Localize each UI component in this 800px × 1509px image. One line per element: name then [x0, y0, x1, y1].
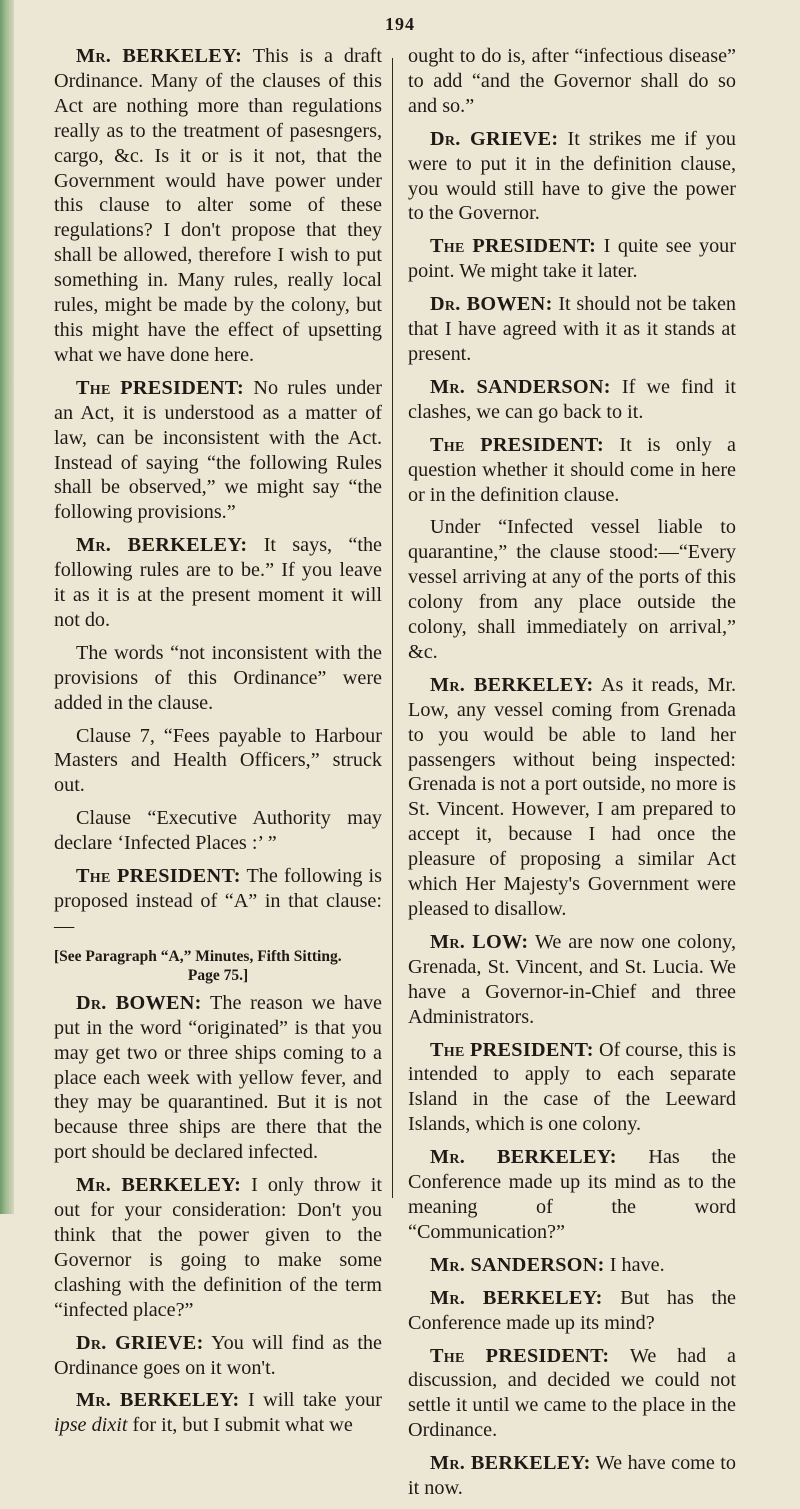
- speaker: Dr. BOWEN:: [430, 293, 553, 316]
- speech: We had a discussion, and decided we could not settle it until we came to the place in the Ordinance.: [408, 1344, 736, 1442]
- paragraph: [54, 724, 382, 799]
- paragraph: [408, 930, 736, 1030]
- paragraph: [54, 991, 382, 1165]
- page-binding-edge: [0, 0, 14, 1214]
- speech: No rules under an Act, it is understood as a matter of law, can be inconsistent with the Act. Instead of saying “the following Rules shall be observed,” we might say “the following provisions.”: [54, 376, 382, 524]
- speech: You will find as the Ordinance goes on it won't.: [54, 1331, 382, 1379]
- speaker: The PRESIDENT:: [430, 433, 604, 456]
- speech: The following is proposed instead of “A” in that clause:—: [54, 865, 382, 937]
- speech: Clause 7, “Fees payable to Harbour Masters and Health Officers,” struck out.: [54, 724, 382, 797]
- speech: I quite see your point. We might take it later.: [408, 235, 736, 283]
- page-number: 194: [385, 14, 415, 34]
- speech: This is a draft Ordinance. Many of the clauses of this Act are nothing more than regulations really as to the treatment of pasesngers, cargo, &c. Is it or is it not, that the Government would have power under this clause to alter some of these regulations? I don't propose that they shall be allowed, therefore I wish to put something in. Many rules, really local rules, might be made by the colony, but this might have the effect of upsetting what we have done here.: [54, 45, 382, 366]
- column-divider: [392, 58, 393, 1198]
- paragraph: [408, 433, 736, 508]
- speaker: Dr. GRIEVE:: [76, 1331, 204, 1354]
- speech: Clause “Executive Authority may declare ‘Infected Places :’ ”: [54, 807, 382, 855]
- speech: We are now one colony, Grenada, St. Vincent, and St. Lucia. We have a Governor-in-Chief and three Administrators.: [408, 930, 736, 1028]
- paragraph: [54, 1388, 382, 1438]
- speech: ought to do is, after “infectious disease” to add “and the Governor shall do so and so.”: [408, 45, 736, 117]
- editorial-note: [54, 947, 382, 985]
- paragraph: [54, 1173, 382, 1322]
- speaker: Mr. SANDERSON:: [430, 1253, 605, 1276]
- speaker: Mr. BERKELEY:: [76, 45, 243, 67]
- speaker: Mr. LOW:: [430, 930, 529, 953]
- speech: But has the Conference made up its mind?: [408, 1286, 736, 1334]
- paragraph: [408, 1451, 736, 1501]
- speaker: The PRESIDENT:: [430, 1038, 594, 1061]
- speaker: Mr. BERKELEY:: [430, 1452, 591, 1475]
- paragraph: [54, 1331, 382, 1381]
- speech: As it reads, Mr. Low, any vessel coming from Grenada to you would be able to land her passengers without being inspected: Grenada is not a port outside, no more is St. Vincent. However, I am prepared to accept it, because I had once the pleasure of proposing a similar Act which Her Majesty's Government were pleased to disallow.: [408, 673, 736, 920]
- speech: Has the Conference made up its mind as to the meaning of the word “Communication?”: [408, 1146, 737, 1243]
- paragraph: [408, 234, 736, 284]
- paragraph: [408, 375, 736, 425]
- note-line: Page 75.]: [187, 966, 249, 984]
- note-line: [See Paragraph “A,” Minutes, Fifth Sitting.: [54, 947, 342, 965]
- speech: If we find it clashes, we can go back to it.: [408, 375, 736, 423]
- speaker: The PRESIDENT:: [430, 1344, 610, 1367]
- paragraph: [408, 1253, 736, 1278]
- speech: The reason we have put in the word “originated” is that you may get two or three ships coming to a place each week with yellow fever, and they may be quarantined. But it is not because three ships are there that the port should be declared infected.: [54, 991, 383, 1164]
- paragraph: [54, 533, 382, 633]
- speaker: Mr. BERKELEY:: [76, 1389, 240, 1412]
- speech: It strikes me if you were to put it in the definition clause, you would still have to give the power to the Governor.: [408, 127, 736, 225]
- paragraph: [54, 864, 382, 939]
- paragraph: [408, 127, 736, 227]
- left-column: [54, 44, 382, 1446]
- speaker: Mr. BERKELEY:: [76, 1174, 242, 1197]
- speech: It should not be taken that I have agreed with it as it stands at present.: [408, 293, 736, 365]
- paragraph: [54, 376, 382, 525]
- speech: Under “Infected vessel liable to quarantine,” the clause stood:—“Every vessel arriving at any of the ports of this colony from any place outside the colony, shall immediately on arrival,” &c.: [408, 516, 736, 663]
- paragraph: [408, 1145, 736, 1245]
- speaker: The PRESIDENT:: [430, 235, 597, 258]
- paragraph: [408, 292, 736, 367]
- speaker: The PRESIDENT:: [76, 865, 241, 888]
- speech: The words “not inconsistent with the provisions of this Ordinance” were added in the clause.: [54, 641, 382, 714]
- speech: We have come to it now.: [408, 1452, 736, 1500]
- speech: I will take your: [248, 1389, 382, 1412]
- speaker: Mr. BERKELEY:: [430, 673, 594, 696]
- speaker: Dr. GRIEVE:: [430, 127, 559, 150]
- speaker: The PRESIDENT:: [76, 376, 245, 399]
- speaker: Mr. BERKELEY:: [430, 1146, 617, 1169]
- paragraph: [408, 515, 736, 664]
- speech: I have.: [609, 1253, 665, 1276]
- speaker: Mr. SANDERSON:: [430, 375, 611, 398]
- speech: Of course, this is intended to apply to each separate Island in the case of the Leeward Islands, which is one colony.: [408, 1038, 736, 1136]
- speech: I only throw it out for your consideration: Don't you think that the power given to the Governor is going to make some clashing with the definition of the term “infected place?”: [54, 1174, 383, 1321]
- paragraph: [54, 806, 382, 856]
- paragraph: [408, 673, 736, 922]
- paragraph: [54, 44, 382, 368]
- paragraph: [408, 44, 736, 119]
- speech: It is only a question whether it should come in here or in the definition clause.: [408, 433, 736, 506]
- latin-phrase: ipse dixit: [54, 1414, 128, 1437]
- paragraph: [408, 1344, 736, 1444]
- speech: It says, “the following rules are to be.” If you leave it as it is at the present moment it will not do.: [54, 534, 382, 631]
- speech: for it, but I submit what we: [132, 1414, 353, 1437]
- paragraph: [408, 1286, 736, 1336]
- speaker: Mr. BERKELEY:: [430, 1286, 603, 1309]
- speaker: Mr. BERKELEY:: [76, 534, 248, 557]
- paragraph: [54, 641, 382, 716]
- right-column: [408, 44, 736, 1509]
- paragraph: [408, 1038, 736, 1138]
- speaker: Dr. BOWEN:: [76, 991, 202, 1014]
